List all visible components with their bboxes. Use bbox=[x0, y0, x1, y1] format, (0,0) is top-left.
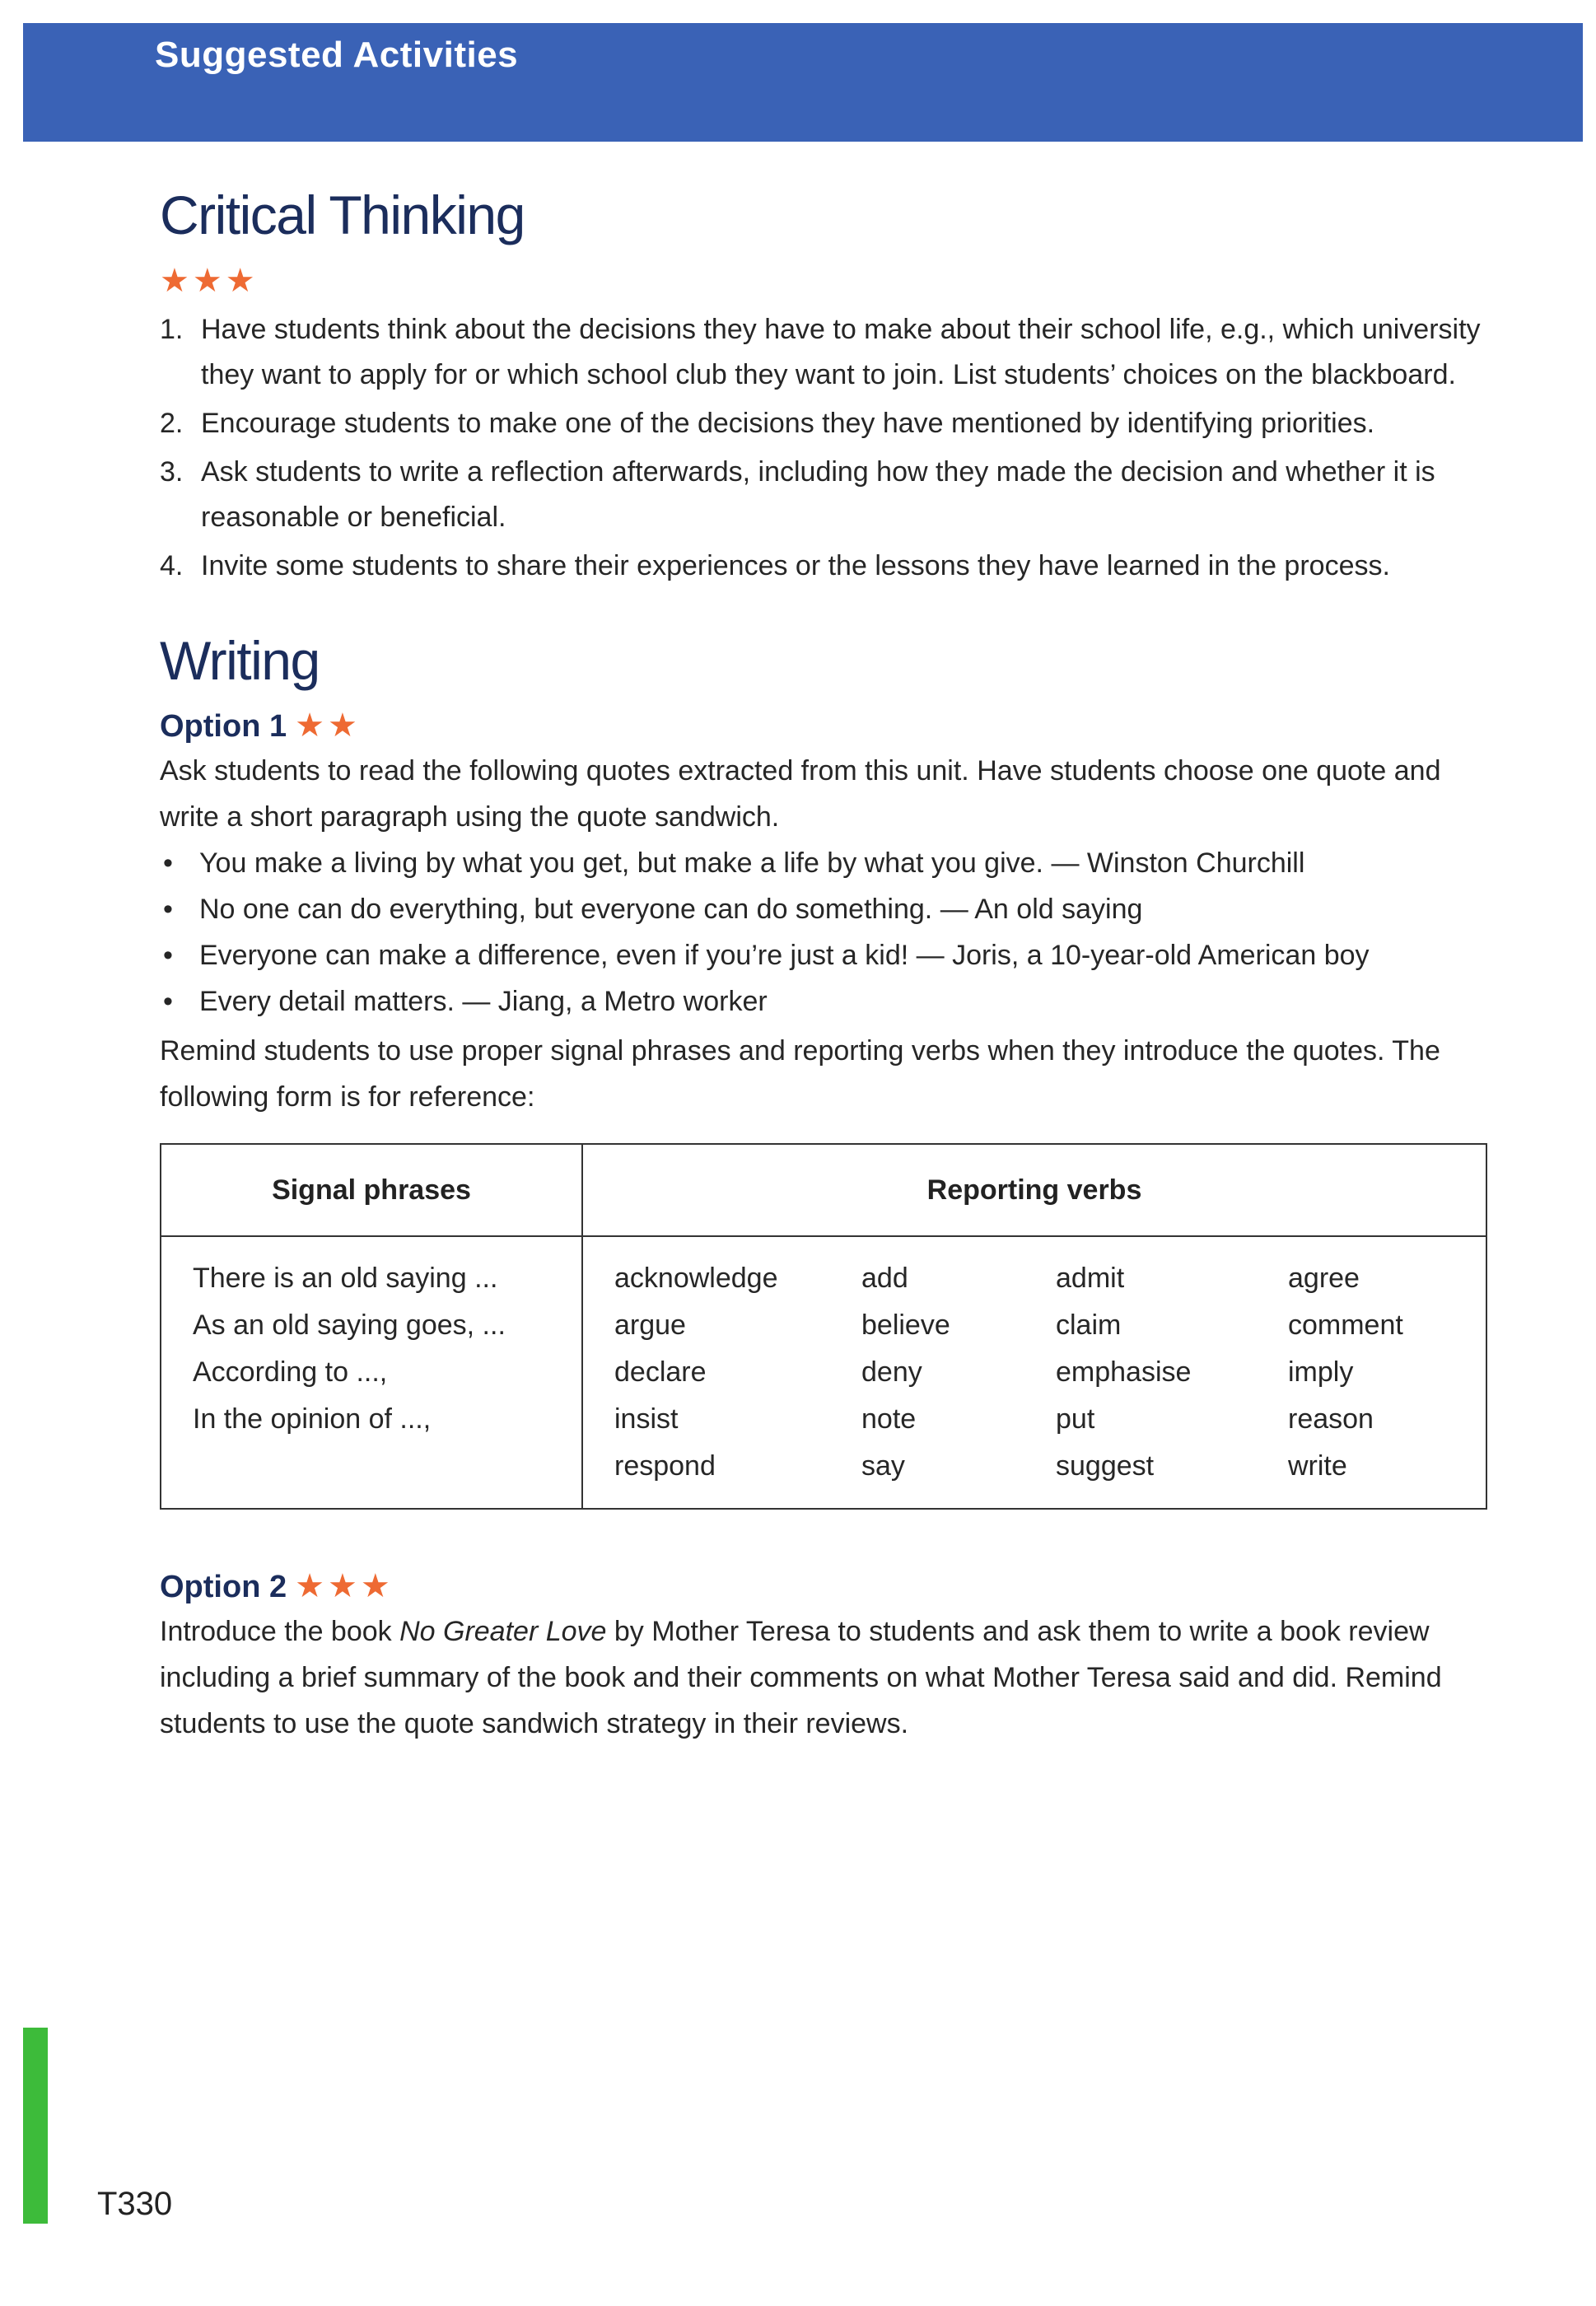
option2-text bbox=[160, 1608, 1489, 1747]
signal-phrase: As an old saying goes, ... bbox=[193, 1309, 506, 1342]
page-number: T330 bbox=[97, 2186, 173, 2222]
list-item bbox=[160, 307, 1489, 398]
option2-label: Option 2 bbox=[160, 1570, 287, 1605]
page-content bbox=[160, 183, 1489, 1747]
item-number: 4. bbox=[160, 550, 184, 582]
critical-thinking-stars: ★★★ bbox=[160, 263, 259, 300]
reporting-verb: suggest bbox=[1056, 1450, 1155, 1482]
option1-stars: ★★ bbox=[295, 707, 361, 745]
signal-phrase: In the opinion of ..., bbox=[193, 1403, 432, 1435]
header-title: Suggested Activities bbox=[155, 35, 519, 75]
signal-phrases-cell bbox=[161, 1236, 582, 1509]
item-text: Have students think about the decisions they have to make about their school life, e.g., which university they want to apply for or which school club they want to join. List students’ choices on the blackboard. bbox=[201, 314, 1481, 391]
option1-label: Option 1 bbox=[160, 709, 287, 745]
reporting-verb: admit bbox=[1056, 1263, 1125, 1295]
item-number: 1. bbox=[160, 314, 184, 346]
item-number: 3. bbox=[160, 456, 184, 488]
reporting-verb: emphasise bbox=[1056, 1356, 1192, 1389]
reporting-verb: imply bbox=[1288, 1356, 1354, 1389]
book-title: No Greater Love bbox=[399, 1616, 607, 1648]
reporting-verb: add bbox=[861, 1263, 908, 1295]
option1-heading bbox=[160, 707, 1489, 745]
quote-item: • Every detail matters. — Jiang, a Metro worker bbox=[160, 978, 1489, 1025]
list-item bbox=[160, 401, 1489, 446]
option1-intro: Ask students to read the following quotes extracted from this unit. Have students choose one quote and write a short paragraph using the quote sandwich. bbox=[160, 755, 1441, 833]
reporting-verb: comment bbox=[1288, 1309, 1403, 1342]
reporting-verb: put bbox=[1056, 1403, 1095, 1435]
reporting-verb: acknowledge bbox=[614, 1263, 778, 1295]
item-text: Ask students to write a reflection afterwards, including how they made the decision and whether it is reasonable or beneficial. bbox=[201, 456, 1435, 534]
reporting-verb: agree bbox=[1288, 1263, 1360, 1295]
page-accent-bar bbox=[23, 2028, 48, 2224]
reporting-verb: say bbox=[861, 1450, 905, 1482]
list-item bbox=[160, 450, 1489, 540]
option2-heading bbox=[160, 1567, 1489, 1605]
item-number: 2. bbox=[160, 408, 184, 440]
option1-remind: Remind students to use proper signal phrases and reporting verbs when they introduce the quotes. The following form is for reference: bbox=[160, 1035, 1440, 1113]
quote-list bbox=[160, 840, 1489, 1025]
reporting-verb: respond bbox=[614, 1450, 716, 1482]
signal-phrase: There is an old saying ... bbox=[193, 1263, 498, 1295]
list-item bbox=[160, 544, 1489, 589]
reference-table bbox=[160, 1143, 1487, 1510]
reporting-verb: claim bbox=[1056, 1309, 1122, 1342]
signal-phrases-header: Signal phrases bbox=[161, 1144, 582, 1236]
item-text: Invite some students to share their experiences or the lessons they have learned in the process. bbox=[201, 550, 1390, 582]
reporting-verb: argue bbox=[614, 1309, 686, 1342]
reporting-verb: write bbox=[1288, 1450, 1347, 1482]
reporting-verb: note bbox=[861, 1403, 917, 1435]
quote-item: • You make a living by what you get, but make a life by what you give. — Winston Churchill bbox=[160, 840, 1489, 886]
option2-stars: ★★★ bbox=[295, 1568, 394, 1605]
reporting-verb: reason bbox=[1288, 1403, 1374, 1435]
item-text: Encourage students to make one of the decisions they have mentioned by identifying priorities. bbox=[201, 408, 1375, 440]
option2-text-after: by Mother Teresa to students and ask them to write a book review including a brief summary of the book and their comments on what Mother Teresa said and did. Remind students to use the quote sandwich strategy in their reviews. bbox=[160, 1616, 1442, 1740]
reporting-verbs-cell bbox=[582, 1236, 1486, 1509]
reporting-verb: insist bbox=[614, 1403, 679, 1435]
reporting-verbs-header: Reporting verbs bbox=[582, 1144, 1486, 1236]
critical-thinking-list bbox=[160, 307, 1489, 589]
quote-item: • Everyone can make a difference, even if you’re just a kid! — Joris, a 10-year-old American boy bbox=[160, 932, 1489, 978]
reporting-verb: deny bbox=[861, 1356, 922, 1389]
writing-title: Writing bbox=[160, 630, 320, 692]
signal-phrase: According to ..., bbox=[193, 1356, 388, 1389]
reporting-verb: declare bbox=[614, 1356, 707, 1389]
quote-item: • No one can do everything, but everyone can do something. — An old saying bbox=[160, 886, 1489, 932]
critical-thinking-title: Critical Thinking bbox=[160, 184, 525, 245]
reporting-verb: believe bbox=[861, 1309, 950, 1342]
option2-text-before: Introduce the book bbox=[160, 1616, 400, 1648]
